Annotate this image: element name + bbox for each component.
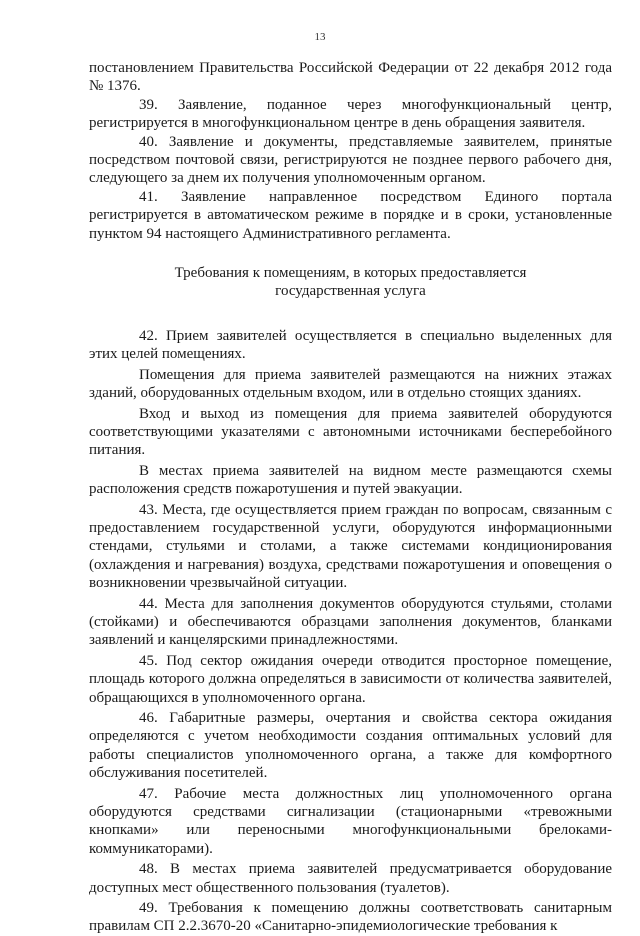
paragraph-49: 49. Требования к помещению должны соответствовать санитарным правилам СП 2.2.3670-20 «Санитарно-эпидемиологические требования к xyxy=(89,900,612,935)
paragraph-intro: постановлением Правительства Российской Федерации от 22 декабря 2012 года № 1376. xyxy=(89,60,612,95)
paragraph-48: 48. В местах приема заявителей предусматривается оборудование доступных мест общественного пользования (туалетов). xyxy=(89,861,612,896)
paragraph-45: 45. Под сектор ожидания очереди отводится просторное помещение, площадь которого должна определяться в зависимости от количества заявителей, обращающихся в уполномоченного органа. xyxy=(89,652,612,706)
paragraph-40: 40. Заявление и документы, представляемые заявителем, принятые посредством почтовой связи, регистрируются не позднее первого рабочего дня, следующего за днем их получения уполномоченным органом. xyxy=(89,133,612,187)
paragraph-42-evacuation: В местах приема заявителей на видном месте размещаются схемы расположения средств пожаротушения и путей эвакуации. xyxy=(89,462,612,498)
paragraph-46: 46. Габаритные размеры, очертания и свойства сектора ожидания определяются с учетом необходимости создания оптимальных условий для работы специалистов уполномоченного органа, а также для комфортного обслуживания посетителей. xyxy=(89,710,612,782)
page-number: 13 xyxy=(314,31,326,43)
paragraph-44: 44. Места для заполнения документов оборудуются стульями, столами (стойками) и обеспечиваются образцами заполнения документов, бланками заявлений и канцелярскими принадлежностями. xyxy=(89,595,612,649)
paragraph-42-entrance: Вход и выход из помещения для приема заявителей оборудуются соответствующими указателями с автономными источниками бесперебойного питания. xyxy=(89,405,612,459)
paragraph-42: 42. Прием заявителей осуществляется в специально выделенных для этих целей помещениях. xyxy=(89,327,612,363)
paragraph-41: 41. Заявление направленное посредством Единого портала регистрируется в автоматическом режиме в порядке и в сроки, установленные пунктом 94 настоящего Административного регламента. xyxy=(89,188,612,242)
paragraph-43: 43. Места, где осуществляется прием граждан по вопросам, связанным с предоставлением государственной услуги, оборудуются информационными стендами, стульями и столами, а также системами кондиционирования (охлаждения и нагревания) воздуха, средствами пожаротушения и оповещения о возникновении чрезвычайной ситуации. xyxy=(89,501,612,592)
paragraph-42-premises: Помещения для приема заявителей размещаются на нижних этажах зданий, оборудованных отдельным входом, или в отдельно стоящих зданиях. xyxy=(89,366,612,402)
paragraph-47: 47. Рабочие места должностных лиц уполномоченного органа оборудуются средствами сигнализации (стационарными «тревожными кнопками» или переносными многофункциональными брелоками-коммуникаторами). xyxy=(89,785,612,857)
section-heading-line-2: государственная услуга xyxy=(275,283,426,300)
section-heading-line-1: Требования к помещениям, в которых предоставляется xyxy=(174,265,527,282)
document-body xyxy=(89,59,612,936)
paragraph-39: 39. Заявление, поданное через многофункциональный центр, регистрируется в многофункциональном центре в день обращения заявителя. xyxy=(89,96,612,132)
section-heading xyxy=(89,264,612,301)
